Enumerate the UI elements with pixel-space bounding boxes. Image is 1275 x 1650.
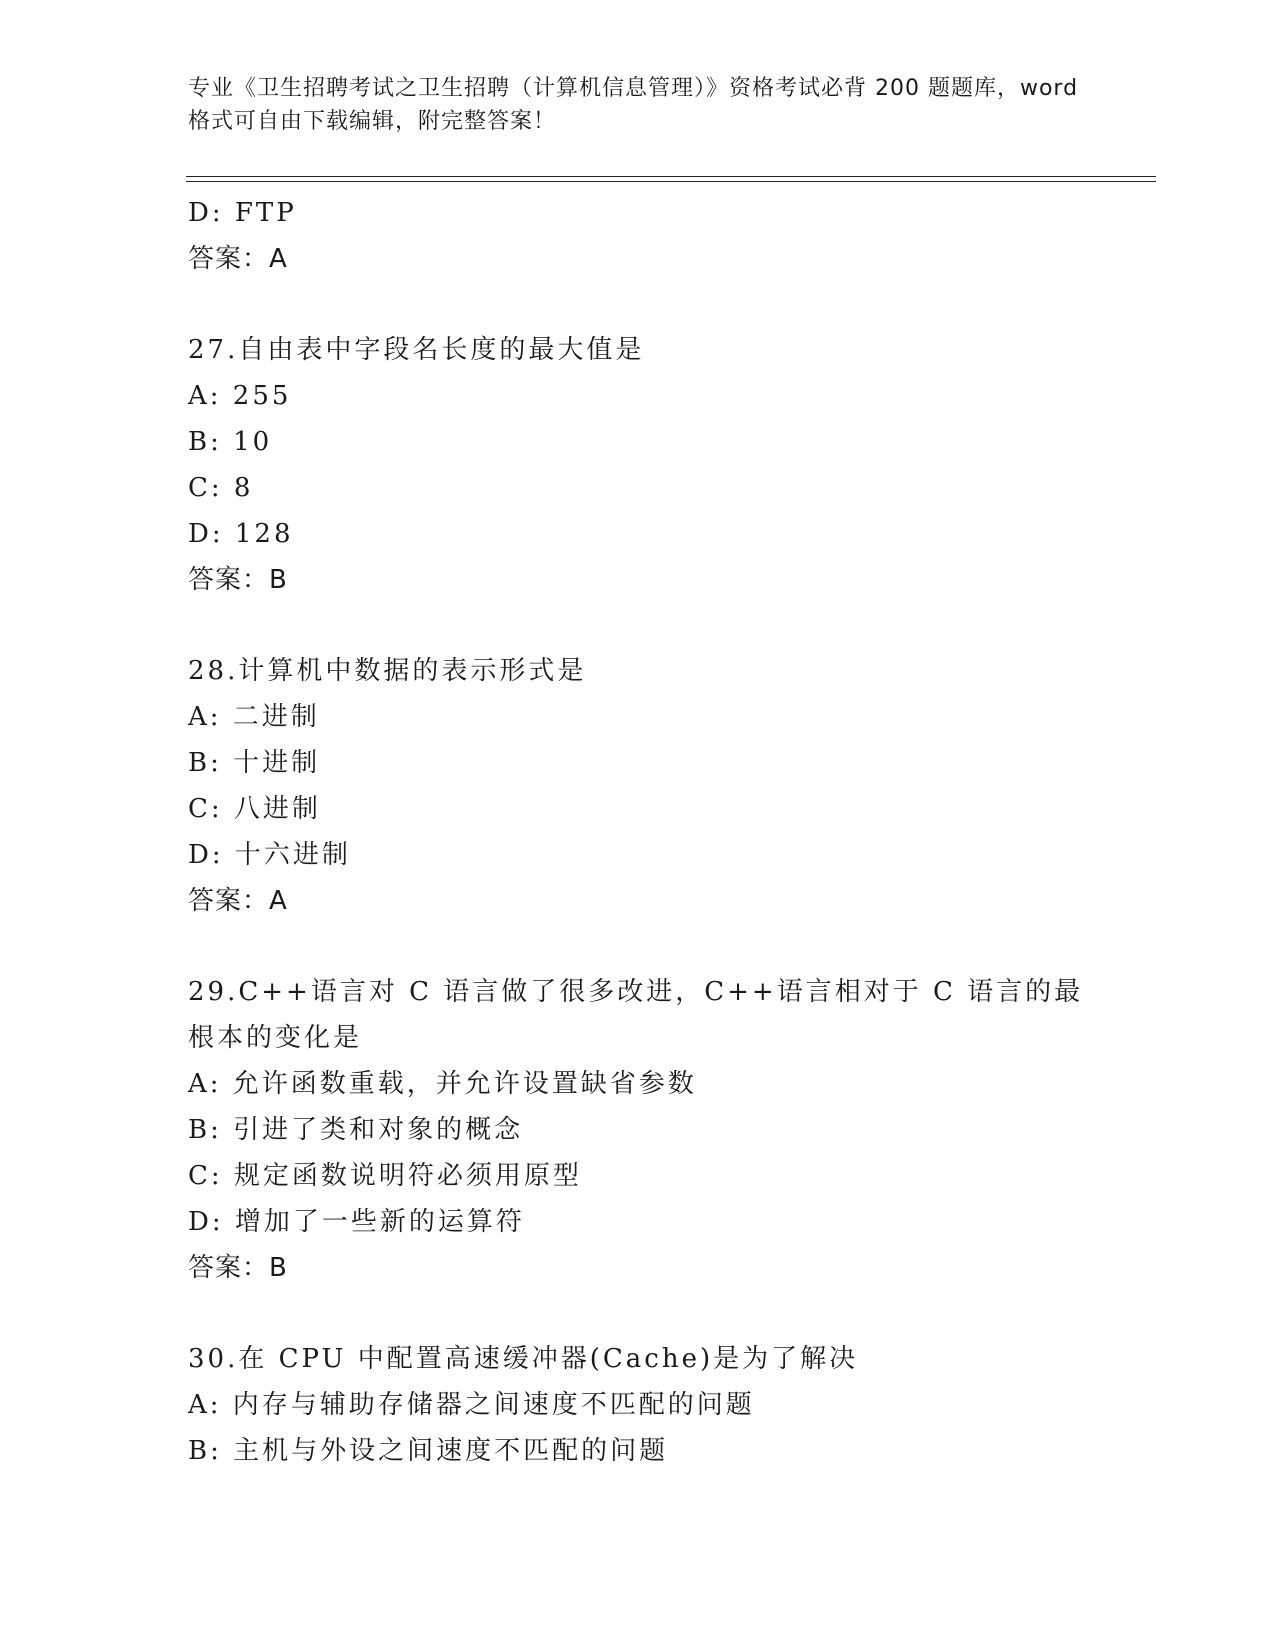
answer: 答案：A [188,244,288,274]
answer: 答案：B [188,1253,288,1283]
question-title: 27.自由表中字段名长度的最大值是 [188,335,645,365]
option-a: A: 255 [188,381,292,411]
option-d: D: 增加了一些新的运算符 [188,1207,525,1237]
option-b: B: 引进了类和对象的概念 [188,1115,524,1145]
option-c: C: 八进制 [188,794,321,824]
option-d: D: FTP [188,198,297,228]
option-b: B: 10 [188,427,273,457]
option-b: B: 主机与外设之间速度不匹配的问题 [188,1436,669,1466]
question-30 [188,1336,1088,1474]
option-b: B: 十进制 [188,748,321,778]
document-header: 专业《卫生招聘考试之卫生招聘（计算机信息管理）》资格考试必背 200 题题库，word 格式可自由下载编辑，附完整答案！ [188,76,1079,134]
option-d: D: 128 [188,519,294,549]
option-a: A: 允许函数重载，并允许设置缺省参数 [188,1069,697,1099]
option-c: C: 规定函数说明符必须用原型 [188,1161,582,1191]
option-a: A: 内存与辅助存储器之间速度不匹配的问题 [188,1390,755,1420]
question-27 [188,327,1088,603]
question-28 [188,648,1088,924]
question-list [188,190,1088,1474]
option-d: D: 十六进制 [188,840,351,870]
option-a: A: 二进制 [188,702,320,732]
question-29 [188,969,1088,1291]
answer: 答案：A [188,886,288,916]
header-divider [186,176,1156,177]
header-divider [186,181,1156,182]
answer: 答案：B [188,565,288,595]
option-c: C: 8 [188,473,254,503]
question-title: 28.计算机中数据的表示形式是 [188,656,587,686]
question-title: 29.C++语言对 C 语言做了很多改进，C++语言相对于 C 语言的最根本的变化是 [188,977,1084,1053]
question-title: 30.在 CPU 中配置高速缓冲器(Cache)是为了解决 [188,1344,859,1374]
